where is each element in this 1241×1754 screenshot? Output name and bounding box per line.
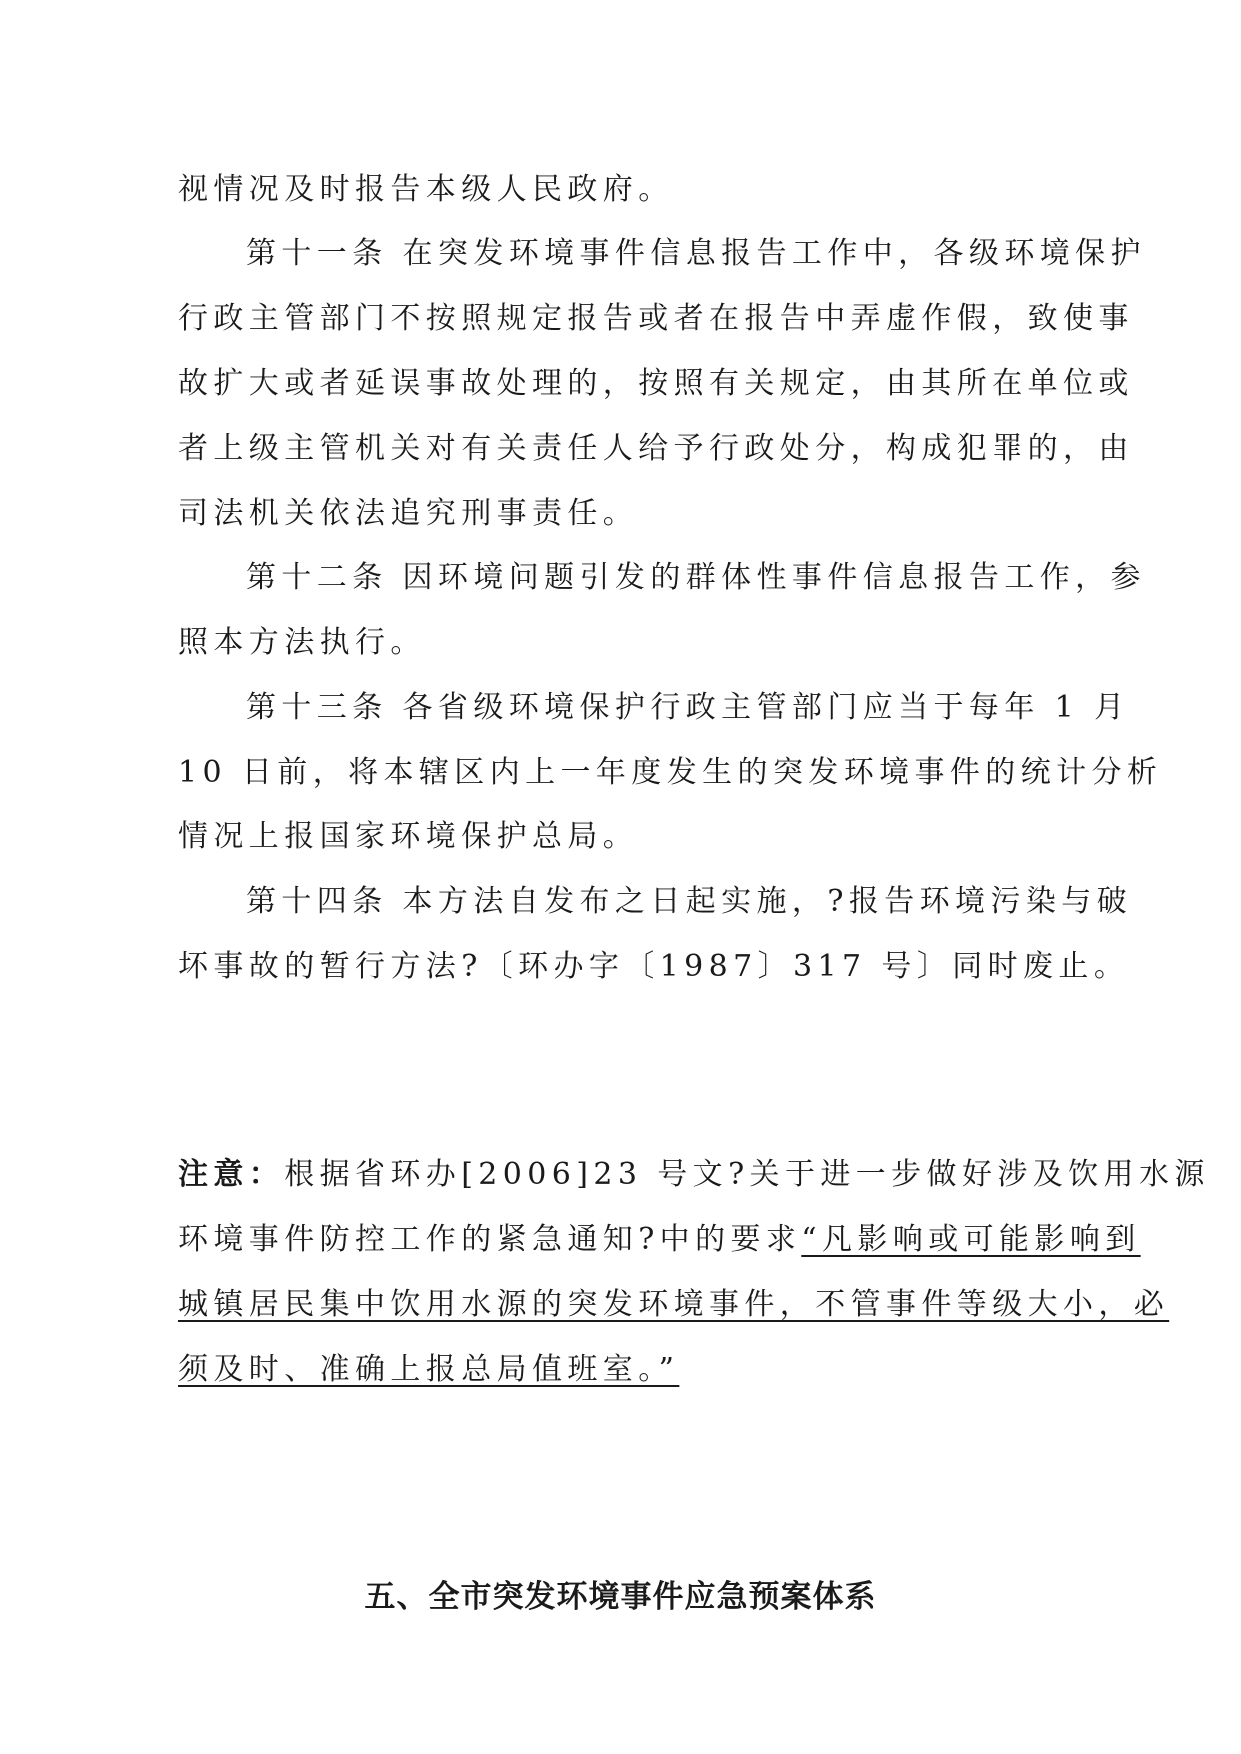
article-11-line-2: 行政主管部门不按照规定报告或者在报告中弄虚作假，致使事 (178, 301, 1134, 336)
article-11-line-4: 者上级主管机关对有关责任人给予行政处分，构成犯罪的，由 (178, 431, 1134, 466)
article-13-line-3: 情况上报国家环境保护总局。 (178, 819, 639, 854)
section-heading: 五、全市突发环境事件应急预案体系 (364, 1579, 877, 1615)
article-14-line-2: 坏事故的暂行方法?〔环办字〔1987〕317 号〕同时废止。 (178, 949, 1130, 984)
note-line-1 (178, 1155, 1210, 1195)
note-line-1-text: 根据省环办[2006]23 号文?关于进一步做好涉及饮用水源 (284, 1157, 1210, 1192)
note-quote-line-2: 城镇居民集中饮用水源的突发环境事件，不管事件等级大小，必 (178, 1287, 1170, 1322)
article-11-line-5: 司法机关依法追究刑事责任。 (178, 496, 639, 531)
article-13-line-1: 第十三条 各省级环境保护行政主管部门应当于每年 1 月 (246, 690, 1130, 725)
article-13-line-2: 10 日前，将本辖区内上一年度发生的突发环境事件的统计分析 (178, 755, 1163, 790)
note-line-2-text: 环境事件防控工作的紧急通知?中的要求 (178, 1222, 802, 1257)
note-quote-line-3: 须及时、准确上报总局值班室。” (178, 1352, 680, 1387)
body-line-1: 视情况及时报告本级人民政府。 (178, 172, 674, 207)
article-11-line-1: 第十一条 在突发环境事件信息报告工作中，各级环境保护 (246, 236, 1146, 271)
note-line-2 (178, 1220, 1141, 1260)
article-11-line-3: 故扩大或者延误事故处理的，按照有关规定，由其所在单位或 (178, 366, 1134, 401)
article-14-line-1: 第十四条 本方法自发布之日起实施，?报告环境污染与破 (246, 884, 1133, 919)
note-quote-start: “凡影响或可能影响到 (801, 1222, 1141, 1257)
article-12-line-2: 照本方法执行。 (178, 625, 426, 660)
article-12-line-1: 第十二条 因环境问题引发的群体性事件信息报告工作，参 (246, 560, 1146, 595)
note-label: 注意： (178, 1157, 285, 1192)
